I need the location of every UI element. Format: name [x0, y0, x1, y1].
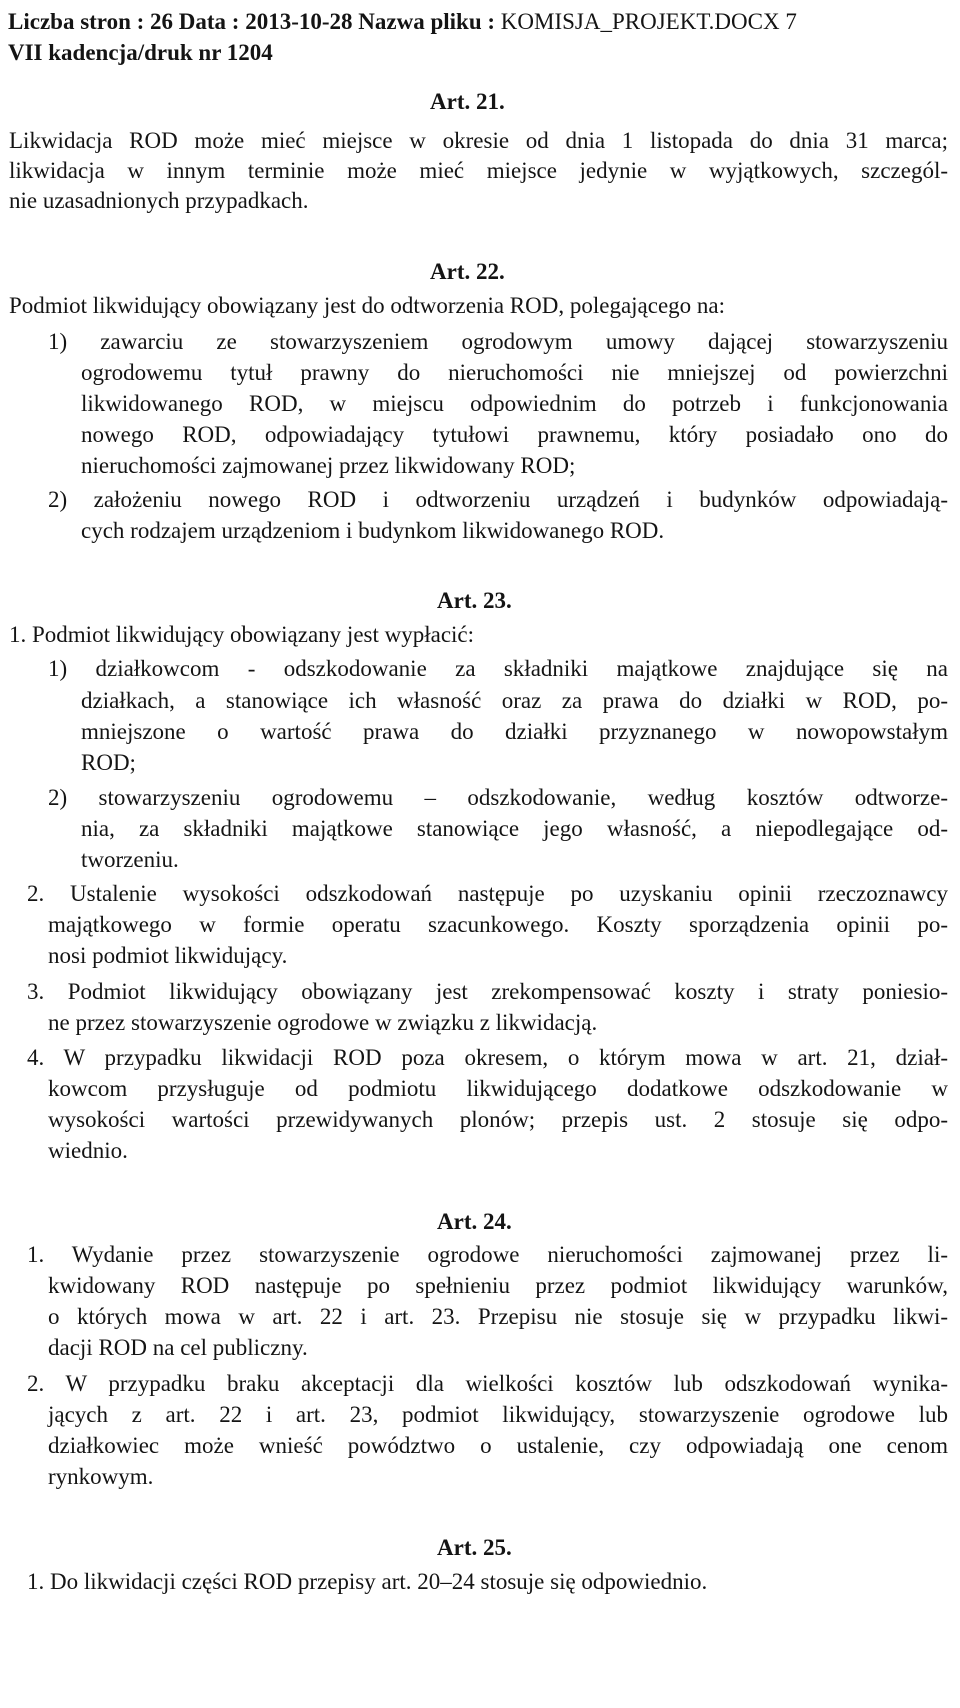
article-22-line: likwidowanego ROD, w miejscu odpowiednim do potrzeb i funkcjonowania: [81, 391, 948, 416]
header-line-2: VII kadencja/druk nr 1204: [8, 40, 273, 65]
article-24-line: rynkowym.: [48, 1464, 154, 1489]
article-23-line: działkach, a stanowiące ich własność oraz za prawa do działki w ROD, po-: [81, 688, 948, 713]
article-23-line: mniejszone o wartość prawa do działki przyznanego w nowopowstałym: [81, 719, 948, 744]
article-22-line: 2) założeniu nowego ROD i odtworzeniu urządzeń i budynków odpowiadają-: [48, 487, 948, 512]
header-filename: KOMISJA_PROJEKT.DOCX 7: [500, 9, 797, 34]
article-21-line: likwidacja w innym terminie może mieć miejsce jedynie w wyjątkowych, szczegól-: [9, 158, 948, 183]
article-23-line: tworzeniu.: [81, 847, 179, 872]
article-23-line: ROD;: [81, 750, 136, 775]
article-23-line: kowcom przysługuje od podmiotu likwidującego dodatkowe odszkodowanie w: [48, 1076, 948, 1101]
article-22-line: Podmiot likwidujący obowiązany jest do odtworzenia ROD, polegającego na:: [9, 293, 726, 318]
article-23-line: ne przez stowarzyszenie ogrodowe w związku z likwidacją.: [48, 1010, 598, 1035]
article-23-line: 2. Ustalenie wysokości odszkodowań następuje po uzyskaniu opinii rzeczoznawcy: [27, 881, 948, 906]
article-24-line: dacji ROD na cel publiczny.: [48, 1335, 308, 1360]
article-23-line: majątkowego w formie operatu szacunkowego. Koszty sporządzenia opinii po-: [48, 912, 948, 937]
article-23-line: 4. W przypadku likwidacji ROD poza okresem, o którym mowa w art. 21, dział-: [27, 1045, 948, 1070]
article-heading-22: Art. 22.: [430, 259, 505, 284]
article-23-line: nia, za składniki majątkowe stanowiące jego własność, a niepodlegające od-: [81, 816, 948, 841]
article-24-line: 1. Wydanie przez stowarzyszenie ogrodowe nieruchomości zajmowanej przez li-: [27, 1242, 948, 1267]
article-23-line: wiednio.: [48, 1138, 128, 1163]
article-heading-25: Art. 25.: [437, 1535, 512, 1560]
header-meta: Liczba stron : 26 Data : 2013-10-28 Nazwa pliku :: [8, 9, 496, 34]
article-23-line: 3. Podmiot likwidujący obowiązany jest zrekompensować koszty i straty poniesio-: [27, 979, 948, 1004]
header-line-1: [8, 6, 948, 37]
article-23-line: 1) działkowcom - odszkodowanie za składniki majątkowe znajdujące się na: [48, 656, 948, 681]
article-24-line: działkowiec może wnieść powództwo o ustalenie, czy odpowiadają one cenom: [48, 1433, 948, 1458]
article-heading-24: Art. 24.: [437, 1209, 512, 1234]
article-23-line: 2) stowarzyszeniu ogrodowemu – odszkodowanie, według kosztów odtworze-: [48, 785, 948, 810]
article-23-line: 1. Podmiot likwidujący obowiązany jest wypłacić:: [9, 622, 475, 647]
article-25-line: 1. Do likwidacji części ROD przepisy art. 20–24 stosuje się odpowiednio.: [27, 1569, 708, 1594]
article-23-line: wysokości wartości przewidywanych plonów; przepis ust. 2 stosuje się odpo-: [48, 1107, 948, 1132]
article-21-line: Likwidacja ROD może mieć miejsce w okresie od dnia 1 listopada do dnia 31 marca;: [9, 128, 948, 153]
article-21-line: nie uzasadnionych przypadkach.: [9, 188, 309, 213]
article-24-line: 2. W przypadku braku akceptacji dla wielkości kosztów lub odszkodowań wynika-: [27, 1371, 948, 1396]
article-heading-21: Art. 21.: [430, 89, 505, 114]
article-22-line: ogrodowemu tytuł prawny do nieruchomości nie mniejszej od powierzchni: [81, 360, 948, 385]
article-22-line: cych rodzajem urządzeniom i budynkom likwidowanego ROD.: [81, 518, 665, 543]
article-22-line: nowego ROD, odpowiadający tytułowi prawnemu, który posiadało ono do: [81, 422, 948, 447]
article-heading-23: Art. 23.: [437, 588, 512, 613]
article-22-line: nieruchomości zajmowanej przez likwidowany ROD;: [81, 453, 576, 478]
article-24-line: jących z art. 22 i art. 23, podmiot likwidujący, stowarzyszenie ogrodowe lub: [48, 1402, 948, 1427]
article-24-line: kwidowany ROD następuje po spełnieniu przez podmiot likwidujący warunków,: [48, 1273, 948, 1298]
document-header: [8, 6, 948, 68]
article-22-line: 1) zawarciu ze stowarzyszeniem ogrodowym umowy dającej stowarzyszeniu: [48, 329, 948, 354]
article-24-line: o których mowa w art. 22 i art. 23. Przepisu nie stosuje się w przypadku likwi-: [48, 1304, 948, 1329]
article-23-line: nosi podmiot likwidujący.: [48, 943, 288, 968]
